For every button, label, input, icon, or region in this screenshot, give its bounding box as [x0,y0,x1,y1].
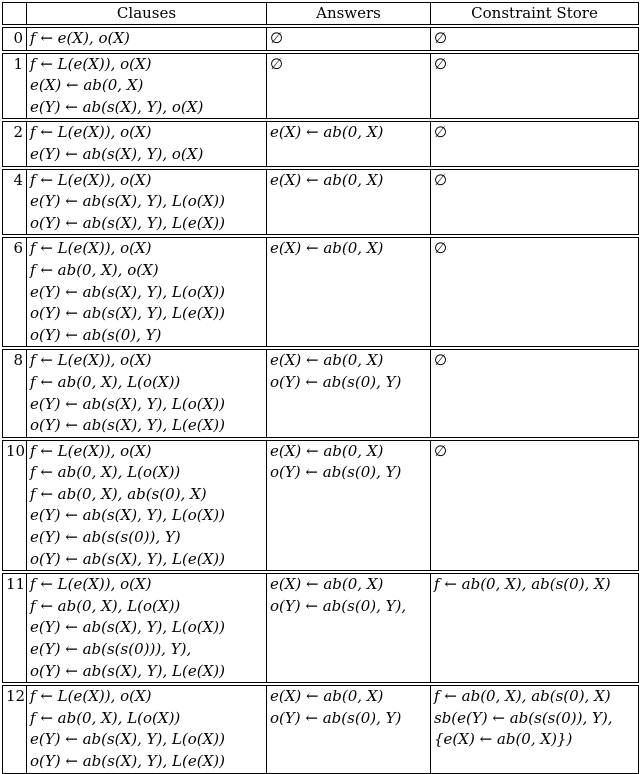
constraint-store-column-header: Constraint Store [431,3,639,27]
constraint-line: ∅ [434,351,448,370]
clause-line: o(Y) ← ab(s(X), Y), L(e(X)) [30,304,225,323]
answers-cell [267,168,431,237]
constraint-line: sb(e(Y) ← ab(s(s(0)), Y), [434,708,613,727]
clauses-cell [27,26,267,52]
step-number: 10 [3,439,27,573]
answer-line: e(X) ← ab(0, X) [270,575,384,594]
constraint-line: ∅ [434,441,448,460]
clause-line: e(Y) ← ab(s(X), Y), L(o(X)) [30,618,225,637]
constraint-store-cell [431,52,639,121]
constraint-line: ∅ [434,123,448,142]
clause-line: f ← ab(0, X), L(o(X)) [30,463,181,482]
constraint-store-cell [431,26,639,52]
clause-line: f ← L(e(X)), o(X) [30,54,152,73]
table-row [3,26,639,52]
answers-cell [267,439,431,573]
clauses-cell [27,168,267,237]
clause-line: o(Y) ← ab(s(X), Y), L(e(X)) [30,752,225,770]
clause-line: e(Y) ← ab(s(X), Y), L(o(X)) [30,394,225,413]
clause-line: o(Y) ← ab(s(X), Y), L(e(X)) [30,661,225,680]
answer-line: e(X) ← ab(0, X) [270,239,384,258]
clauses-column-header: Clauses [27,3,267,27]
answers-cell [267,120,431,167]
answer-line: e(X) ← ab(0, X) [270,123,384,142]
answer-line: ∅ [270,29,284,47]
answer-line: e(X) ← ab(0, X) [270,170,384,189]
constraint-store-cell [431,236,639,348]
clause-line: f ← ab(0, X), ab(s(0), X) [30,484,207,503]
clause-line: f ← L(e(X)), o(X) [30,575,152,594]
step-number: 6 [3,236,27,348]
step-number: 4 [3,168,27,237]
clause-line: f ← ab(0, X), L(o(X)) [30,596,181,615]
answers-column-header: Answers [267,3,431,27]
table-row [3,236,639,348]
clause-line: f ← ab(0, X), o(X) [30,260,159,279]
answer-line: e(X) ← ab(0, X) [270,687,384,706]
clause-line: f ← ab(0, X), L(o(X)) [30,372,181,391]
answer-line: e(X) ← ab(0, X) [270,351,384,370]
table-row [3,120,639,167]
clause-line: e(Y) ← ab(s(X), Y), L(o(X)) [30,730,225,749]
answer-line: o(Y) ← ab(s(0), Y) [270,463,402,482]
clause-line: e(Y) ← ab(s(X), Y), L(o(X)) [30,192,225,211]
clauses-cell [27,120,267,167]
answer-line: o(Y) ← ab(s(0), Y) [270,372,402,391]
clauses-cell [27,236,267,348]
clauses-cell [27,52,267,121]
table-row [3,684,639,773]
clauses-cell [27,572,267,684]
answer-line: o(Y) ← ab(s(0), Y) [270,708,402,727]
table-row [3,348,639,438]
clauses-cell [27,348,267,438]
constraint-store-cell [431,348,639,438]
clause-line: o(Y) ← ab(s(X), Y), L(e(X)) [30,549,225,568]
constraint-store-cell [431,120,639,167]
answers-cell [267,52,431,121]
clause-line: e(Y) ← ab(s(s(0)), Y) [30,528,181,547]
clause-line: f ← ab(0, X), L(o(X)) [30,708,181,727]
constraint-line: ∅ [434,54,448,73]
clause-line: f ← L(e(X)), o(X) [30,170,152,189]
step-number: 2 [3,120,27,167]
answers-cell [267,572,431,684]
answer-line: e(X) ← ab(0, X) [270,441,384,460]
clause-line: f ← L(e(X)), o(X) [30,441,152,460]
clause-line: o(Y) ← ab(s(0), Y) [30,325,162,344]
constraint-line: ∅ [434,29,448,47]
clause-line: e(Y) ← ab(s(X), Y), L(o(X)) [30,282,225,301]
clause-line: f ← L(e(X)), o(X) [30,239,152,258]
answers-cell [267,26,431,52]
step-number: 8 [3,348,27,438]
clause-line: f ← e(X), o(X) [30,29,130,47]
constraint-line: f ← ab(0, X), ab(s(0), X) [434,575,611,594]
constraint-line: f ← ab(0, X), ab(s(0), X) [434,687,611,706]
answer-line: o(Y) ← ab(s(0), Y), [270,596,407,615]
constraint-line: ∅ [434,170,448,189]
clauses-cell [27,439,267,573]
clause-line: o(Y) ← ab(s(X), Y), L(e(X)) [30,416,225,435]
header-row [3,3,639,27]
clause-line: e(Y) ← ab(s(X), Y), L(o(X)) [30,506,225,525]
constraint-store-cell [431,684,639,773]
clause-line: f ← L(e(X)), o(X) [30,351,152,370]
clause-line: f ← L(e(X)), o(X) [30,687,152,706]
clause-line: e(Y) ← ab(s(X), Y), o(X) [30,97,204,116]
step-number: 11 [3,572,27,684]
table-row [3,572,639,684]
table-body [3,26,639,773]
answer-line: ∅ [270,54,284,73]
answers-cell [267,348,431,438]
table-row [3,439,639,573]
constraint-store-cell [431,572,639,684]
constraint-store-cell [431,168,639,237]
clause-line: e(Y) ← ab(s(X), Y), o(X) [30,144,204,163]
clauses-cell [27,684,267,773]
table-row [3,168,639,237]
table-row [3,52,639,121]
step-number: 1 [3,52,27,121]
clause-line: e(X) ← ab(0, X) [30,76,144,95]
derivation-table [2,2,639,774]
step-number: 12 [3,684,27,773]
step-column-header [3,3,27,27]
clause-line: f ← L(e(X)), o(X) [30,123,152,142]
clause-line: e(Y) ← ab(s(s(0))), Y), [30,640,192,659]
constraint-store-cell [431,439,639,573]
step-number: 0 [3,26,27,52]
constraint-line: ∅ [434,239,448,258]
answers-cell [267,684,431,773]
clause-line: o(Y) ← ab(s(X), Y), L(e(X)) [30,213,225,232]
answers-cell [267,236,431,348]
constraint-line: {e(X) ← ab(0, X)}) [434,730,573,749]
